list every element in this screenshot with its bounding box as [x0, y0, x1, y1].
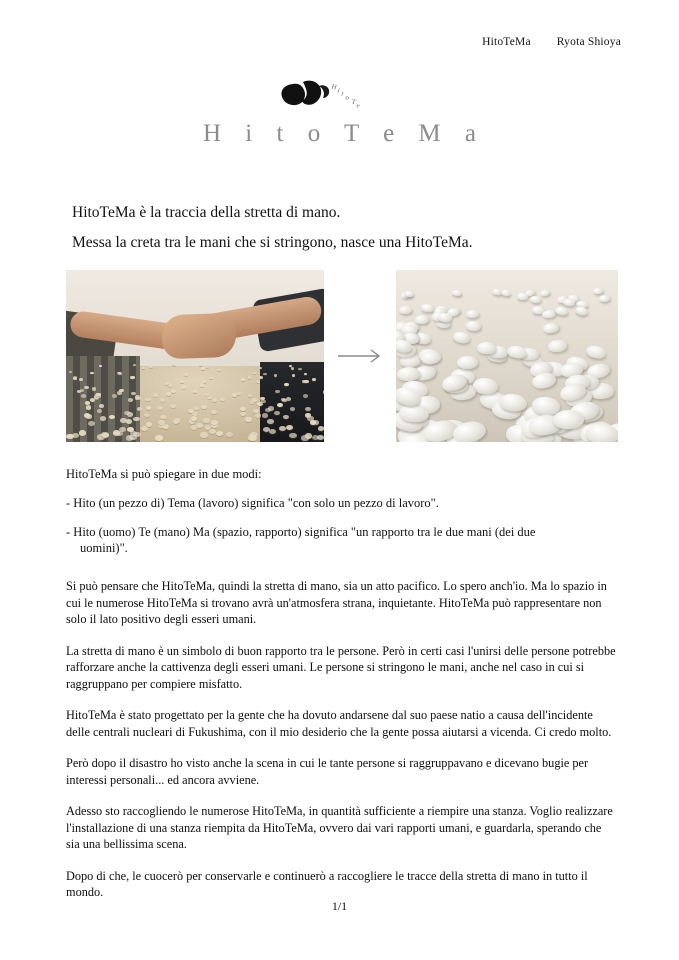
explanation-item-1: - Hito (un pezzo di) Tema (lavoro) significa "con solo un pezzo di lavoro".	[66, 496, 439, 510]
right-arrow-icon	[338, 348, 386, 364]
intro-line-2: Messa la creta tra le mani che si stringono, nasce una HitoTeMa.	[72, 234, 473, 251]
body-paragraph-5: Adesso sto raccogliendo le numerose HitoTeMa, in quantità sufficiente a riempire una stanza. Voglio realizzare l'installazione di una stanza riempita da HitoTeMa, ovvero dai vari rapporti umani, e guardarla, sperando che sia una bellissima scena.	[66, 804, 613, 851]
explanation-item-2-line2: uomini)".	[80, 541, 128, 555]
logo-block	[0, 72, 679, 148]
body-paragraph-1: Si può pensare che HitoTeMa, quindi la stretta di mano, sia un atto pacifico. Lo spero anch'io. Ma lo spazio in cui le numerose HitoTeMa si trovano avrà un'atmosfera strana, inquietante. HitoTeMa può rappresentare non solo il lato positivo degli esseri umani.	[66, 579, 607, 626]
body-paragraph-2: La stretta di mano è un simbolo di buon rapporto tra le persone. Però in certi casi l'unirsi delle persone potrebbe rafforzare anche la cattivenza degli esseri umani. Le persone si stringono le mani, anche nel caso in cui si raggruppano per compiere misfatto.	[66, 643, 616, 691]
svg-text:e: e	[354, 101, 361, 110]
svg-text:t: t	[339, 89, 345, 98]
hitotema-logo-icon	[275, 72, 405, 118]
logo-wordmark: H i t o T e M a	[203, 120, 485, 147]
explanation-block	[66, 466, 618, 569]
figure-row	[66, 270, 618, 442]
photo-clasped-hands	[161, 313, 236, 360]
explanation-lead: HitoTeMa si può spiegare in due modi:	[66, 467, 262, 481]
svg-text:T: T	[349, 97, 357, 107]
body-paragraph-4: Però dopo il disastro ho visto anche la scena in cui le tante persone si raggruppavano e dicevano bugie per interessi personali... ed ancora avviene.	[66, 756, 589, 787]
intro-text	[72, 198, 612, 258]
explanation-item-2-line1: - Hito (uomo) Te (mano) Ma (spazio, rapporto) significa "un rapporto tra le due mani (dei due	[66, 525, 536, 539]
intro-line-1: HitoTeMa è la traccia della stretta di mano.	[72, 204, 341, 221]
page-footer	[0, 899, 679, 914]
header-title-left: HitoTeMa	[482, 36, 531, 48]
document-header	[482, 36, 621, 48]
page-number: 1/1	[331, 899, 348, 913]
header-author-right: Ryota Shioya	[556, 36, 621, 48]
body-text	[66, 578, 618, 916]
clay-lumps-photo	[396, 270, 618, 442]
explanation-item-2	[66, 524, 618, 556]
svg-text:H: H	[329, 82, 338, 92]
svg-text:i: i	[335, 86, 341, 95]
handshake-photo	[66, 270, 324, 442]
photo-scattered-pieces	[66, 363, 324, 442]
body-paragraph-6: Dopo di che, le cuocerò per conservarle e continuerò a raccogliere le tracce della stretta di mano in tutto il mondo.	[66, 868, 588, 899]
svg-text:o: o	[343, 93, 350, 103]
body-paragraph-3: HitoTeMa è stato progettato per la gente che ha dovuto andarsene dal suo paese natio a causa dell'incidente delle centrali nucleari di Fukushima, con il mio desiderio che la gente possa aiutarsi a vicenda. Ci credo molto.	[66, 708, 612, 739]
